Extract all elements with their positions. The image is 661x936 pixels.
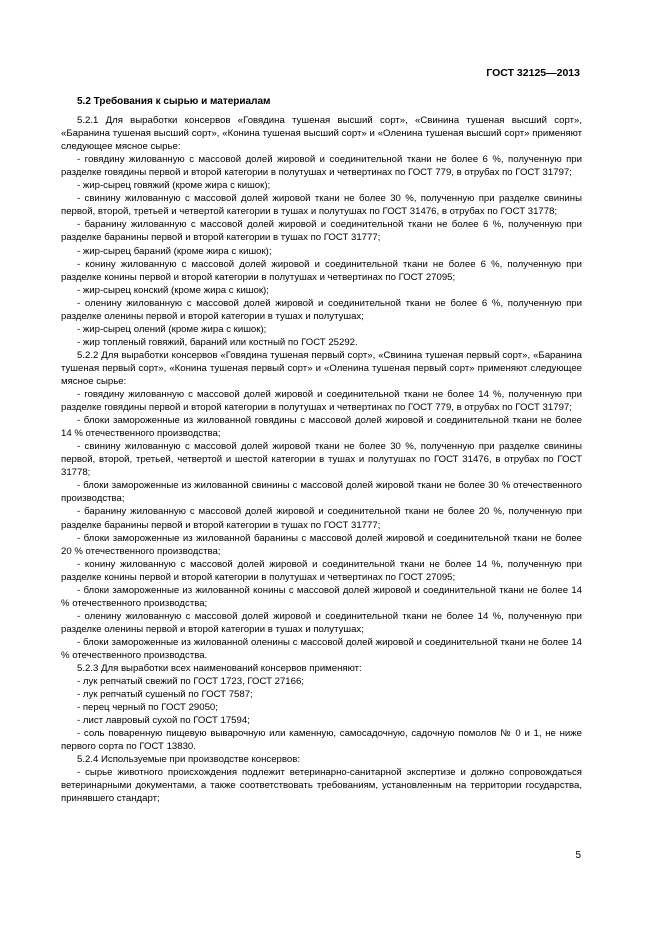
paragraph: - блоки замороженные из жилованной баранины с массовой долей жировой и соединительной ткани не более 20 % отечественного производства; xyxy=(61,532,582,557)
paragraph: - блоки замороженные из жилованной свинины с массовой долей жировой ткани не более 30 % отечественного производства; xyxy=(61,480,582,505)
page-number: 5 xyxy=(575,850,581,861)
paragraph: - лук репчатый сушеный по ГОСТ 7587; xyxy=(77,689,253,701)
paragraph: - сырье животного происхождения подлежит ветеринарно-санитарной экспертизе и должно сопровождаться ветеринарными документами, а также соответствовать требованиям, установленным на территории государства, принявшего стандарт; xyxy=(61,767,582,805)
paragraph: - свинину жилованную с массовой долей жировой ткани не более 30 %, полученную при разделке свинины первой, второй, третьей, четвертой и шестой категории в тушах и полутушах по ГОСТ 31476, в отрубах по ГОСТ 31778; xyxy=(61,441,582,479)
paragraph-list xyxy=(61,114,582,805)
paragraph: - конину жилованную с массовой долей жировой и соединительной ткани не более 14 %, полученную при разделке конины первой и второй категории в полутушах и четвертинах по ГОСТ 27095; xyxy=(61,558,582,583)
paragraph: 5.2.3 Для выработки всех наименований консервов применяют: xyxy=(77,663,362,675)
paragraph: - жир-сырец олений (кроме жира с кишок); xyxy=(77,323,267,335)
paragraph: - конину жилованную с массовой долей жировой и соединительной ткани не более 6 %, полученную при разделке конины первой и второй категории в полутушах и четвертинах по ГОСТ 27095; xyxy=(61,258,582,283)
paragraph: - говядину жилованную с массовой долей жировой и соединительной ткани не более 14 %, полученную при разделке говядины первой и второй категории в полутушах и четвертинах по ГОСТ 779, в отрубах по ГОСТ 31797; xyxy=(61,389,582,414)
paragraph: 5.2.4 Используемые при производстве консервов: xyxy=(77,754,300,766)
paragraph: 5.2.1 Для выработки консервов «Говядина тушеная высший сорт», «Свинина тушеная высший сорт», «Баранина тушеная высший сорт», «Конина тушеная высший сорт» и «Оленина тушеная высший сорт» применяют следующее мясное сырье: xyxy=(61,115,582,153)
paragraph: - жир-сырец говяжий (кроме жира с кишок); xyxy=(77,180,271,192)
paragraph: - баранину жилованную с массовой долей жировой и соединительной ткани не более 6 %, полученную при разделке баранины первой и второй категории в тушах по ГОСТ 31777; xyxy=(61,219,582,244)
document-body xyxy=(61,95,582,806)
paragraph: - оленину жилованную с массовой долей жировой и соединительной ткани не более 14 %, полученную при разделке оленины первой и второй категории в тушах и полутушах; xyxy=(61,610,582,635)
paragraph: - оленину жилованную с массовой долей жировой и соединительной ткани не более 6 %, полученную при разделке оленины первой и второй категории в тушах и полутушах; xyxy=(61,297,582,322)
paragraph: - лук репчатый свежий по ГОСТ 1723, ГОСТ 27166; xyxy=(77,676,304,688)
paragraph: - говядину жилованную с массовой долей жировой и соединительной ткани не более 6 %, полученную при разделке говядины первой и второй категории в полутушах и четвертинах по ГОСТ 779, в отрубах по ГОСТ 31797; xyxy=(61,154,582,179)
paragraph: - лист лавровый сухой по ГОСТ 17594; xyxy=(77,715,250,727)
paragraph: - баранину жилованную с массовой долей жировой и соединительной ткани не более 20 %, полученную при разделке баранины первой и второй категории в тушах по ГОСТ 31777; xyxy=(61,506,582,531)
document-id: ГОСТ 32125—2013 xyxy=(486,67,580,79)
paragraph: - свинину жилованную с массовой долей жировой ткани не более 30 %, полученную при разделке свинины первой, второй, третьей и четвертой категории в тушах и полутушах по ГОСТ 31476, в отрубах по ГОСТ 31778; xyxy=(61,193,582,218)
paragraph: - блоки замороженные из жилованной оленины с массовой долей жировой и соединительной ткани не более 14 % отечественного производства. xyxy=(61,636,582,661)
paragraph: 5.2.2 Для выработки консервов «Говядина тушеная первый сорт», «Свинина тушеная первый сорт», «Баранина тушеная первый сорт», «Конина тушеная первый сорт» и «Оленина тушеная первый сорт» применяют следующее мясное сырье: xyxy=(61,349,582,387)
paragraph: - жир-сырец бараний (кроме жира с кишок); xyxy=(77,245,272,257)
paragraph: - жир-сырец конский (кроме жира с кишок); xyxy=(77,284,269,296)
paragraph: - блоки замороженные из жилованной конины с массовой долей жировой и соединительной ткани не более 14 % отечественного производства; xyxy=(61,584,582,609)
paragraph: - соль поваренную пищевую выварочную или каменную, самосадочную, садочную помолов № 0 и 1, не ниже первого сорта по ГОСТ 13830. xyxy=(61,728,582,753)
paragraph: - жир топленый говяжий, бараний или костный по ГОСТ 25292. xyxy=(77,336,358,348)
paragraph: - перец черный по ГОСТ 29050; xyxy=(77,702,218,714)
section-title: 5.2 Требования к сырью и материалам xyxy=(77,96,271,107)
paragraph: - блоки замороженные из жилованной говядины с массовой долей жировой и соединительной ткани не более 14 % отечественного производства; xyxy=(61,415,582,440)
